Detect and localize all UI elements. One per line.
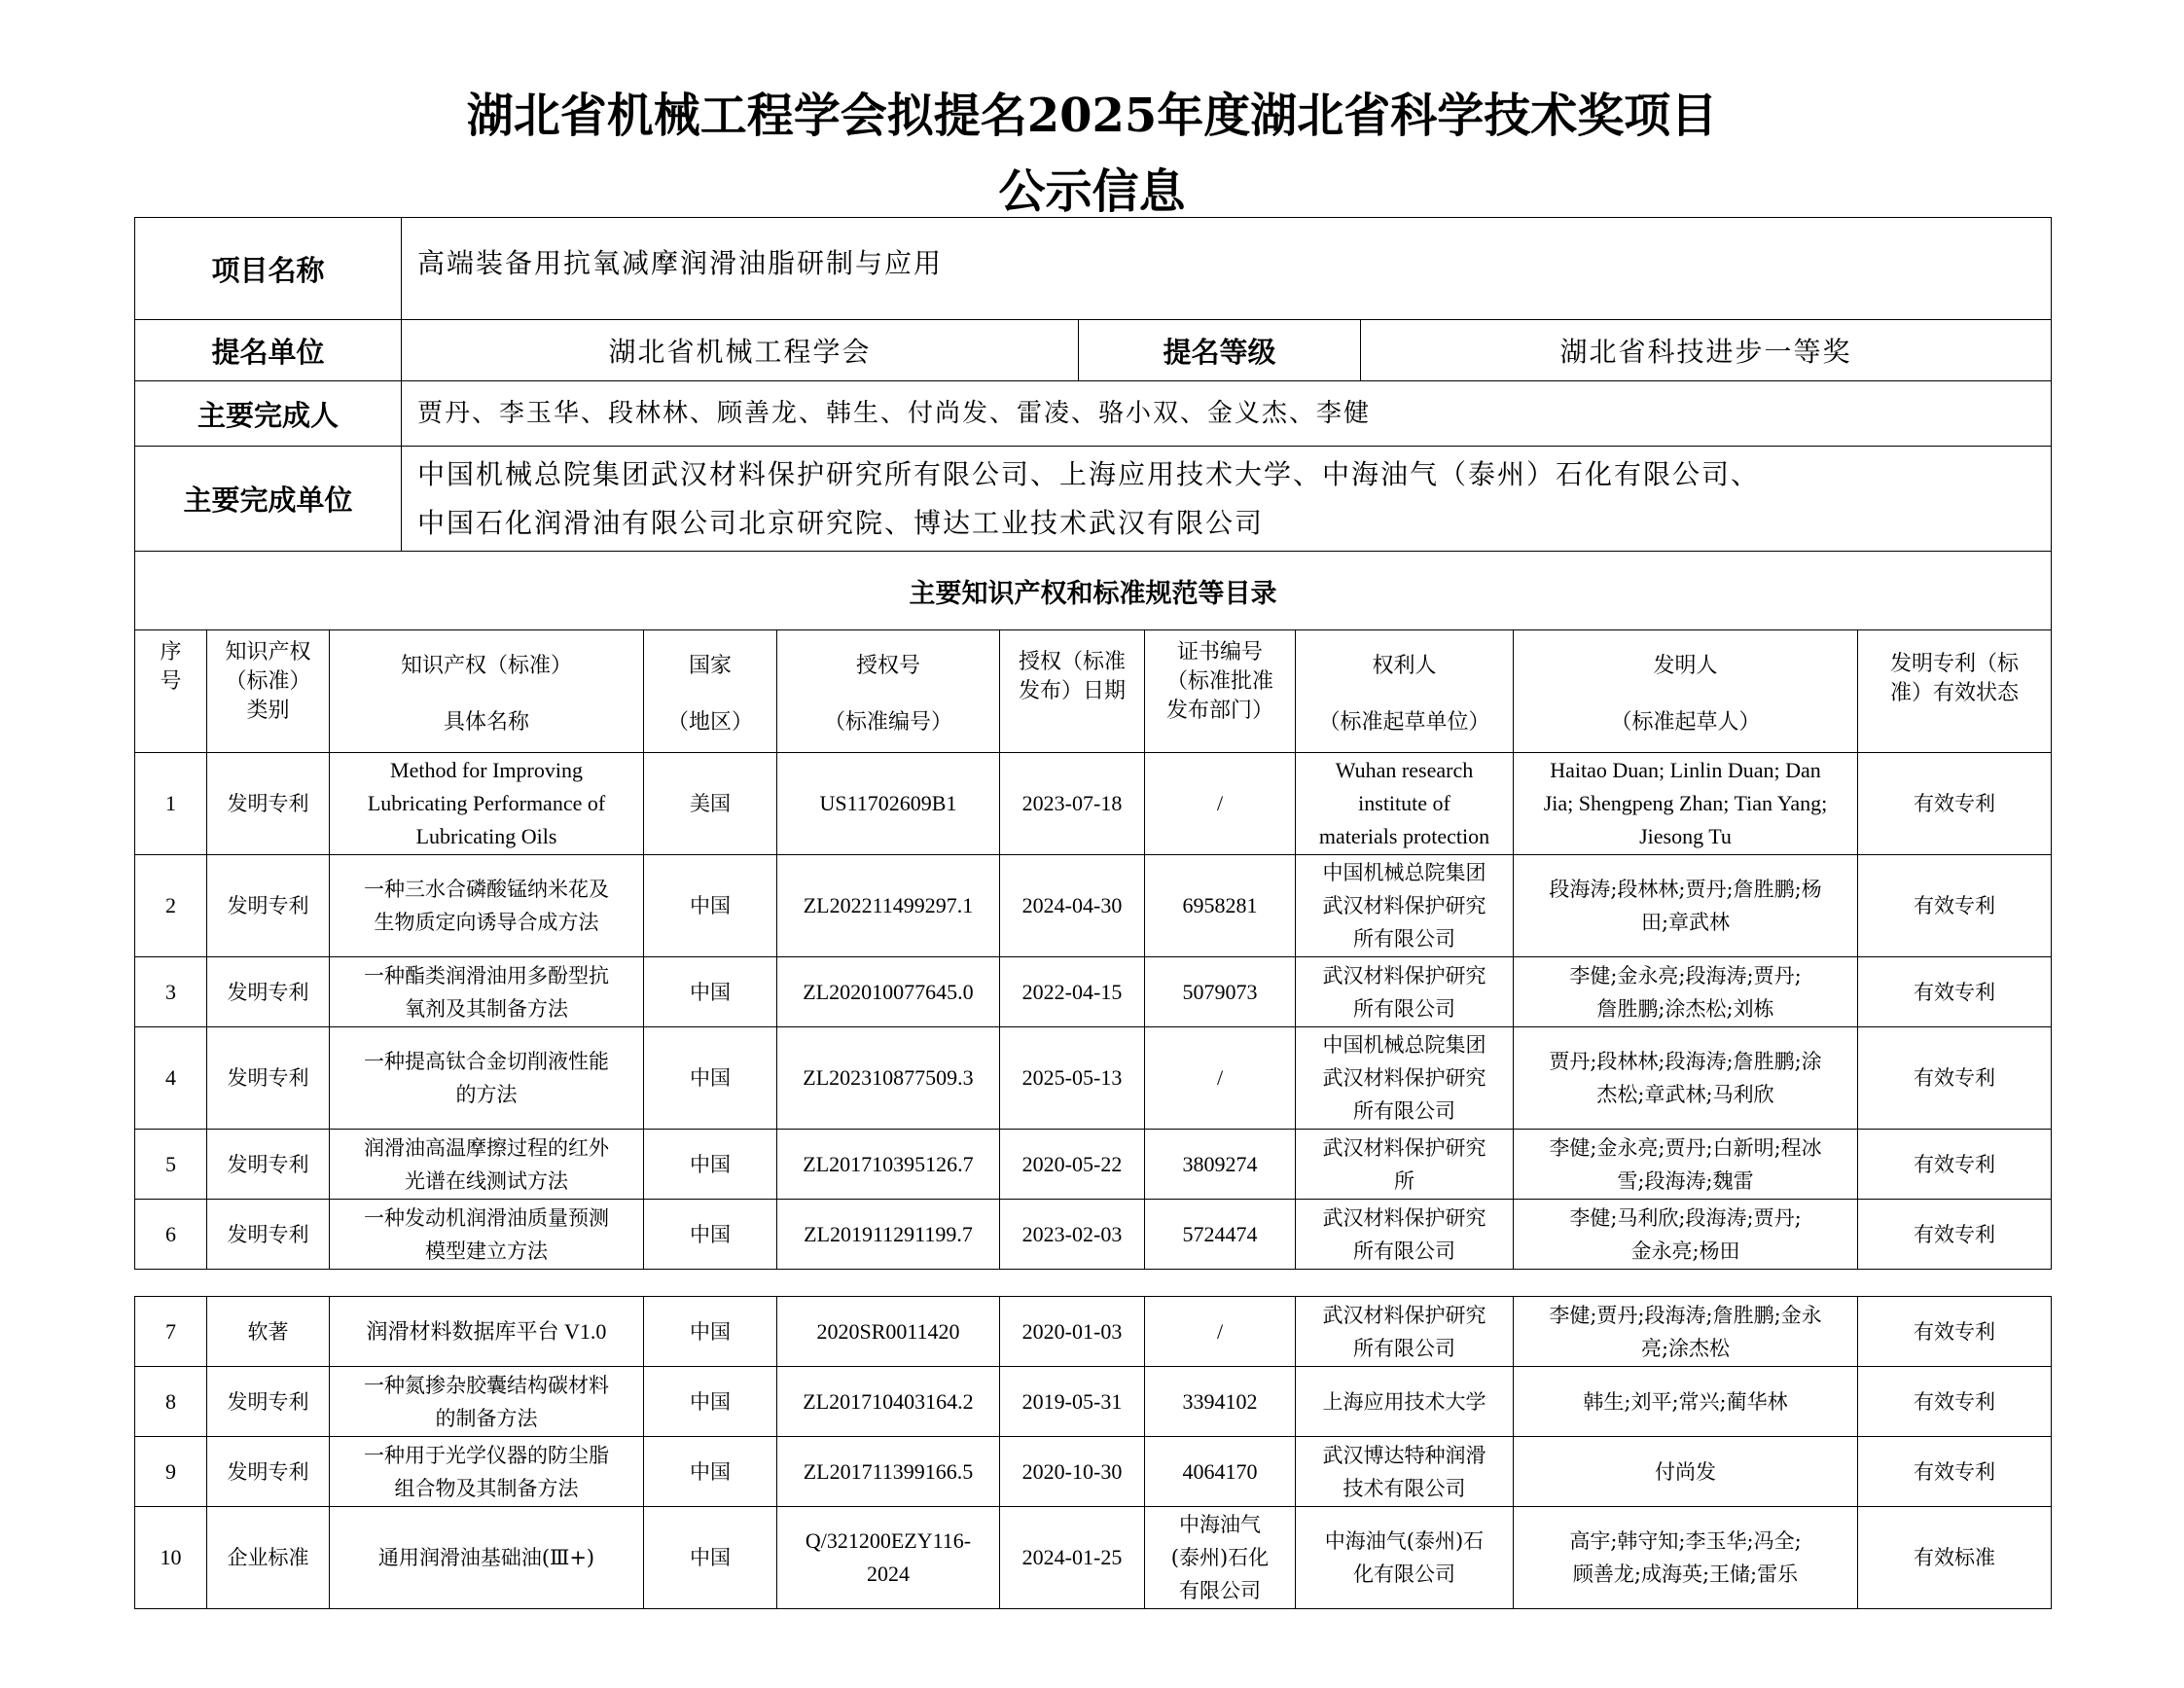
cell-name-line: 一种酯类润滑油用多酚型抗 (364, 963, 609, 988)
cell-status-line: 有效专利 (1914, 1222, 1995, 1246)
cell-seq-line: 8 (165, 1388, 176, 1414)
cell-type-line: 发明专利 (227, 894, 309, 917)
cell-type (207, 1437, 330, 1507)
cell-inventor-line: 韩生;刘平;常兴;蔺华林 (1583, 1389, 1788, 1414)
cell-type-line: 企业标准 (227, 1546, 309, 1569)
cell-cert (1145, 1297, 1296, 1367)
cell-holder (1296, 1437, 1514, 1507)
cell-status (1858, 1130, 2052, 1200)
header-holder: 权利人 （标准起草单位） (1296, 630, 1514, 753)
cell-type-line: 发明专利 (227, 1459, 309, 1484)
cell-cert (1145, 1027, 1296, 1130)
cell-holder-line: 化有限公司 (1353, 1562, 1455, 1586)
cell-holder-line: 中海油气(泰州)石 (1324, 1529, 1485, 1553)
cell-date-line: 2022-04-15 (1021, 979, 1123, 1004)
cell-type-line: 发明专利 (227, 792, 309, 815)
cell-cert-line: 4064170 (1182, 1458, 1258, 1484)
cell-country-line: 中国 (690, 1459, 731, 1484)
cell-country-line: 美国 (690, 792, 731, 815)
cell-status-line: 有效专利 (1914, 1066, 1995, 1090)
cell-holder (1296, 957, 1514, 1027)
cell-inventor-line: Jiesong Tu (1639, 824, 1732, 848)
table-row (135, 1200, 2052, 1270)
cell-seq (135, 1367, 207, 1437)
table-row (135, 1367, 2052, 1437)
table-row (135, 957, 2052, 1027)
cell-name-line: Method for Improving (390, 758, 583, 782)
cell-cert-line: 中海油气 (1179, 1513, 1261, 1536)
cell-holder (1296, 1297, 1514, 1367)
cell-auth-line: 2024 (867, 1562, 910, 1586)
cell-type (207, 855, 330, 957)
table-row (135, 1437, 2052, 1507)
cell-seq (135, 1200, 207, 1270)
cell-type (207, 1130, 330, 1200)
cell-date (1000, 855, 1145, 957)
cell-seq (135, 855, 207, 957)
nominator-label: 提名单位 (135, 320, 402, 381)
cell-holder-line: 武汉材料保护研究 (1322, 963, 1486, 988)
cell-name (330, 753, 644, 855)
cell-holder-line: 武汉材料保护研究 (1322, 1066, 1486, 1090)
cell-date (1000, 957, 1145, 1027)
cell-inventor-line: 高宇;韩守知;李玉华;冯全; (1569, 1529, 1802, 1553)
cell-status-line: 有效专利 (1914, 1459, 1995, 1484)
cell-inventor (1514, 855, 1858, 957)
cell-status (1858, 1507, 2052, 1609)
cell-cert-line: (泰州)石化 (1170, 1546, 1270, 1569)
cell-type (207, 1027, 330, 1130)
cell-name-line: 通用润滑油基础油(Ⅲ+) (377, 1546, 595, 1569)
cell-cert-line: 3394102 (1182, 1388, 1258, 1414)
cell-country-line: 中国 (690, 1319, 731, 1344)
cell-date-line: 2024-04-30 (1021, 893, 1123, 917)
cell-date (1000, 1200, 1145, 1270)
cell-type (207, 753, 330, 855)
cell-auth (777, 1200, 1000, 1270)
header-seq: 序 号 (135, 630, 207, 753)
cell-cert (1145, 855, 1296, 957)
cell-country (644, 1200, 777, 1270)
cell-name (330, 1130, 644, 1200)
cell-auth (777, 1437, 1000, 1507)
units-label: 主要完成单位 (135, 447, 402, 552)
header-country: 国家 （地区） (644, 630, 777, 753)
cell-seq-line: 4 (165, 1065, 176, 1090)
cell-country-line: 中国 (690, 1546, 731, 1569)
table-row (135, 1130, 2052, 1200)
ip-table-part2 (134, 1296, 2052, 1609)
cell-name (330, 1297, 644, 1367)
cell-country-line: 中国 (690, 1152, 731, 1176)
cell-auth (777, 1507, 1000, 1609)
cell-date-line: 2023-02-03 (1021, 1221, 1123, 1246)
cell-country (644, 753, 777, 855)
cell-date-line: 2025-05-13 (1021, 1065, 1123, 1090)
cell-cert (1145, 1200, 1296, 1270)
cell-inventor-line: 亮;涂杰松 (1640, 1336, 1731, 1360)
cell-seq-line: 3 (165, 979, 176, 1004)
cell-holder-line: Wuhan research (1335, 758, 1474, 782)
cell-date (1000, 1297, 1145, 1367)
cell-seq (135, 1297, 207, 1367)
cell-type (207, 957, 330, 1027)
cell-holder-line: 所有限公司 (1353, 996, 1455, 1021)
cell-date-line: 2020-10-30 (1021, 1458, 1123, 1484)
cell-holder (1296, 855, 1514, 957)
units-value (402, 447, 2052, 552)
cell-name-line: Lubricating Oils (415, 824, 557, 848)
cell-cert (1145, 1367, 1296, 1437)
cell-cert-line: 5724474 (1182, 1221, 1258, 1246)
cell-auth-line: ZL202310877509.3 (803, 1065, 974, 1090)
cell-auth-line: ZL201710395126.7 (803, 1151, 974, 1176)
cell-name-line: 润滑材料数据库平台 V1.0 (366, 1318, 607, 1344)
cell-type-line: 发明专利 (227, 1066, 309, 1090)
cell-name-line: 一种发动机润滑油质量预测 (364, 1205, 609, 1230)
cell-seq (135, 1507, 207, 1609)
cell-country (644, 1507, 777, 1609)
cell-date-line: 2020-05-22 (1021, 1151, 1123, 1176)
cell-cert-line: 有限公司 (1179, 1579, 1261, 1602)
cell-auth-line: ZL202211499297.1 (803, 893, 974, 917)
cell-name (330, 1437, 644, 1507)
cell-status (1858, 1027, 2052, 1130)
cell-seq-line: 9 (165, 1458, 176, 1484)
cell-cert (1145, 1437, 1296, 1507)
cell-auth (777, 1367, 1000, 1437)
cell-cert-line: / (1216, 791, 1224, 815)
cell-inventor-line: 杰松;章武林;马利欣 (1596, 1083, 1774, 1106)
level-label: 提名等级 (1079, 320, 1361, 381)
project-info-table (134, 217, 2052, 630)
cell-inventor (1514, 1130, 1858, 1200)
cell-auth-line: 2020SR0011420 (816, 1318, 960, 1344)
cell-country (644, 957, 777, 1027)
cell-cert (1145, 753, 1296, 855)
cell-date-line: 2024-01-25 (1021, 1545, 1123, 1569)
header-date: 授权（标准 发布）日期 (1000, 630, 1145, 753)
level-value: 湖北省科技进步一等奖 (1361, 320, 2052, 381)
cell-name-line: 一种三水合磷酸锰纳米花及 (364, 878, 609, 901)
cell-country (644, 1437, 777, 1507)
cell-country (644, 1027, 777, 1130)
cell-seq-line: 2 (165, 893, 176, 917)
cell-seq-line: 7 (165, 1318, 176, 1344)
cell-auth-line: ZL201710403164.2 (803, 1388, 974, 1414)
cell-auth-line: Q/321200EZY116- (805, 1528, 972, 1553)
project-name-value: 高端装备用抗氧减摩润滑油脂研制与应用 (402, 218, 2052, 320)
nominator-value: 湖北省机械工程学会 (402, 320, 1079, 381)
cell-country-line: 中国 (690, 980, 731, 1004)
cell-holder-line: 中国机械总院集团 (1322, 861, 1486, 884)
cell-name (330, 1367, 644, 1437)
cell-holder-line: 武汉材料保护研究 (1322, 1205, 1486, 1230)
cell-inventor-line: Haitao Duan; Linlin Duan; Dan (1550, 758, 1821, 782)
cell-holder-line: 中国机械总院集团 (1322, 1033, 1486, 1057)
cell-holder (1296, 1130, 1514, 1200)
cell-type (207, 1367, 330, 1437)
cell-holder-line: 所有限公司 (1353, 1239, 1455, 1263)
cell-holder-line: 技术有限公司 (1343, 1476, 1466, 1500)
cell-status-line: 有效标准 (1914, 1546, 1995, 1569)
cell-status-line: 有效专利 (1914, 980, 1995, 1004)
table-row (135, 1297, 2052, 1367)
cell-date (1000, 1130, 1145, 1200)
cell-name-line: 的方法 (455, 1083, 518, 1106)
cell-inventor (1514, 1507, 1858, 1609)
cell-inventor (1514, 957, 1858, 1027)
units-line: 中国石化润滑油有限公司北京研究院、博达工业技术武汉有限公司 (417, 506, 1265, 539)
cell-auth (777, 1297, 1000, 1367)
cell-inventor-line: 李健;金永亮;段海涛;贾丹; (1569, 963, 1802, 988)
cell-inventor (1514, 1200, 1858, 1270)
cell-auth-line: ZL201911291199.7 (804, 1221, 973, 1246)
cell-cert (1145, 1130, 1296, 1200)
cell-name-line: 一种提高钛合金切削液性能 (364, 1050, 609, 1073)
cell-type-line: 发明专利 (227, 1222, 309, 1246)
cell-cert-line: / (1216, 1065, 1224, 1090)
cell-country-line: 中国 (690, 1222, 731, 1246)
cell-name (330, 957, 644, 1027)
cell-inventor-line: 李健;贾丹;段海涛;詹胜鹏;金永 (1549, 1303, 1822, 1327)
cell-country-line: 中国 (690, 1389, 731, 1414)
cell-date (1000, 1437, 1145, 1507)
cell-country-line: 中国 (690, 894, 731, 917)
ip-section-title: 主要知识产权和标准规范等目录 (135, 552, 2052, 630)
cell-cert-line: / (1216, 1318, 1224, 1344)
cell-auth (777, 753, 1000, 855)
cell-inventor (1514, 1297, 1858, 1367)
cell-date-line: 2020-01-03 (1021, 1318, 1123, 1344)
cell-holder-line: 武汉材料保护研究 (1322, 1303, 1486, 1327)
cell-type (207, 1200, 330, 1270)
cell-holder-line: 所 (1394, 1168, 1414, 1193)
cell-status (1858, 1200, 2052, 1270)
cell-name-line: 光谱在线测试方法 (405, 1168, 568, 1193)
cell-status (1858, 855, 2052, 957)
cell-cert (1145, 1507, 1296, 1609)
cell-holder-line: 武汉材料保护研究 (1322, 894, 1486, 917)
cell-holder-line: 武汉材料保护研究 (1322, 1135, 1486, 1160)
cell-holder-line: 所有限公司 (1353, 927, 1455, 951)
cell-status (1858, 1297, 2052, 1367)
table-row (135, 1027, 2052, 1130)
cell-country (644, 855, 777, 957)
cell-inventor-line: Jia; Shengpeng Zhan; Tian Yang; (1543, 791, 1828, 815)
cell-type (207, 1507, 330, 1609)
cell-holder-line: 武汉博达特种润滑 (1322, 1443, 1486, 1467)
cell-holder-line: 所有限公司 (1353, 1099, 1455, 1123)
cell-holder-line: institute of (1358, 791, 1450, 815)
cell-date-line: 2019-05-31 (1021, 1388, 1123, 1414)
cell-auth (777, 855, 1000, 957)
cell-inventor-line: 李健;金永亮;贾丹;白新明;程冰 (1549, 1135, 1822, 1160)
cell-name-line: 一种氮掺杂胶囊结构碳材料 (364, 1373, 609, 1397)
cell-auth-line: ZL201711399166.5 (803, 1458, 974, 1484)
cell-name-line: 模型建立方法 (425, 1239, 548, 1263)
cell-date (1000, 1027, 1145, 1130)
cell-inventor (1514, 1437, 1858, 1507)
cell-inventor-line: 雪;段海涛;魏雷 (1617, 1168, 1754, 1193)
cell-country (644, 1367, 777, 1437)
cell-date (1000, 1507, 1145, 1609)
cell-holder-line: 上海应用技术大学 (1322, 1389, 1486, 1414)
cell-country (644, 1130, 777, 1200)
cell-date-line: 2023-07-18 (1021, 791, 1123, 815)
cell-name (330, 855, 644, 957)
cell-name-line: 一种用于光学仪器的防尘脂 (364, 1443, 609, 1467)
cell-inventor-line: 贾丹;段林林;段海涛;詹胜鹏;涂 (1549, 1050, 1822, 1073)
cell-name (330, 1200, 644, 1270)
cell-holder (1296, 1027, 1514, 1130)
cell-inventor (1514, 1367, 1858, 1437)
cell-auth (777, 1027, 1000, 1130)
cell-inventor-line: 李健;马利欣;段海涛;贾丹; (1569, 1205, 1802, 1230)
table-row (135, 1507, 2052, 1609)
cell-auth (777, 1130, 1000, 1200)
cell-seq-line: 1 (165, 791, 176, 815)
cell-status-line: 有效专利 (1914, 1319, 1995, 1344)
cell-status-line: 有效专利 (1914, 1389, 1995, 1414)
cell-inventor-line: 金永亮;杨田 (1630, 1239, 1740, 1263)
cell-holder-line: materials protection (1318, 824, 1490, 848)
cell-status-line: 有效专利 (1914, 792, 1995, 815)
cell-name-line: 的制备方法 (435, 1406, 538, 1430)
header-cert: 证书编号 （标准批准 发布部门） (1145, 630, 1296, 753)
cell-holder-line: 所有限公司 (1353, 1336, 1455, 1360)
cell-status-line: 有效专利 (1914, 1152, 1995, 1176)
cell-cert (1145, 957, 1296, 1027)
header-type: 知识产权 （标准） 类别 (207, 630, 330, 753)
cell-inventor-line: 詹胜鹏;涂杰松;刘栋 (1596, 996, 1774, 1021)
cell-date (1000, 1367, 1145, 1437)
cell-auth-line: ZL202010077645.0 (803, 979, 974, 1004)
cell-country (644, 1297, 777, 1367)
cell-holder (1296, 1367, 1514, 1437)
cell-status (1858, 1367, 2052, 1437)
table-row (135, 855, 2052, 957)
cell-auth-line: US11702609B1 (819, 791, 957, 815)
project-name-label: 项目名称 (135, 218, 402, 320)
units-line: 中国机械总院集团武汉材料保护研究所有限公司、上海应用技术大学、中海油气（泰州）石化有限公司、 (417, 457, 1761, 490)
cell-name-line: 生物质定向诱导合成方法 (374, 911, 599, 934)
document-subtitle: 公示信息 (998, 164, 1186, 219)
cell-holder (1296, 753, 1514, 855)
cell-name (330, 1507, 644, 1609)
cell-name-line: 氧剂及其制备方法 (405, 996, 568, 1021)
cell-status (1858, 957, 2052, 1027)
cell-type (207, 1297, 330, 1367)
cell-name-line: 润滑油高温摩擦过程的红外 (364, 1135, 609, 1160)
ip-table-part1 (134, 629, 2052, 1270)
header-auth: 授权号 （标准编号） (777, 630, 1000, 753)
cell-seq (135, 1437, 207, 1507)
cell-type-line: 发明专利 (227, 1389, 309, 1414)
completers-label: 主要完成人 (135, 381, 402, 447)
cell-inventor-line: 段海涛;段林林;贾丹;詹胜鹏;杨 (1549, 878, 1822, 901)
cell-holder (1296, 1200, 1514, 1270)
cell-seq (135, 957, 207, 1027)
table-row (135, 753, 2052, 855)
cell-status (1858, 1437, 2052, 1507)
cell-auth (777, 957, 1000, 1027)
cell-type-line: 发明专利 (227, 1152, 309, 1176)
cell-inventor (1514, 1027, 1858, 1130)
cell-holder (1296, 1507, 1514, 1609)
cell-inventor (1514, 753, 1858, 855)
cell-date (1000, 753, 1145, 855)
cell-inventor-line: 顾善龙;成海英;王储;雷乐 (1572, 1562, 1799, 1586)
cell-seq (135, 753, 207, 855)
cell-cert-line: 6958281 (1182, 893, 1258, 917)
cell-type-line: 软著 (247, 1319, 289, 1344)
cell-status-line: 有效专利 (1914, 894, 1995, 917)
cell-seq (135, 1130, 207, 1200)
cell-type-line: 发明专利 (227, 980, 309, 1004)
header-name: 知识产权（标准） 具体名称 (330, 630, 644, 753)
cell-seq-line: 6 (165, 1221, 176, 1246)
cell-name-line: Lubricating Performance of (367, 791, 606, 815)
cell-seq-line: 10 (160, 1545, 182, 1569)
cell-name (330, 1027, 644, 1130)
cell-country-line: 中国 (690, 1066, 731, 1090)
document-title: 湖北省机械工程学会拟提名2025年度湖北省科学技术奖项目 (466, 89, 1718, 143)
header-status: 发明专利（标 准）有效状态 (1858, 630, 2052, 753)
header-inventor: 发明人 （标准起草人） (1514, 630, 1858, 753)
cell-inventor-line: 付尚发 (1655, 1459, 1716, 1484)
cell-status (1858, 753, 2052, 855)
cell-inventor-line: 田;章武林 (1640, 911, 1731, 934)
cell-seq (135, 1027, 207, 1130)
cell-name-line: 组合物及其制备方法 (394, 1476, 579, 1500)
completers-value: 贾丹、李玉华、段林林、顾善龙、韩生、付尚发、雷凌、骆小双、金义杰、李健 (402, 381, 2052, 447)
cell-cert-line: 5079073 (1182, 979, 1258, 1004)
cell-cert-line: 3809274 (1182, 1151, 1258, 1176)
cell-seq-line: 5 (165, 1151, 176, 1176)
